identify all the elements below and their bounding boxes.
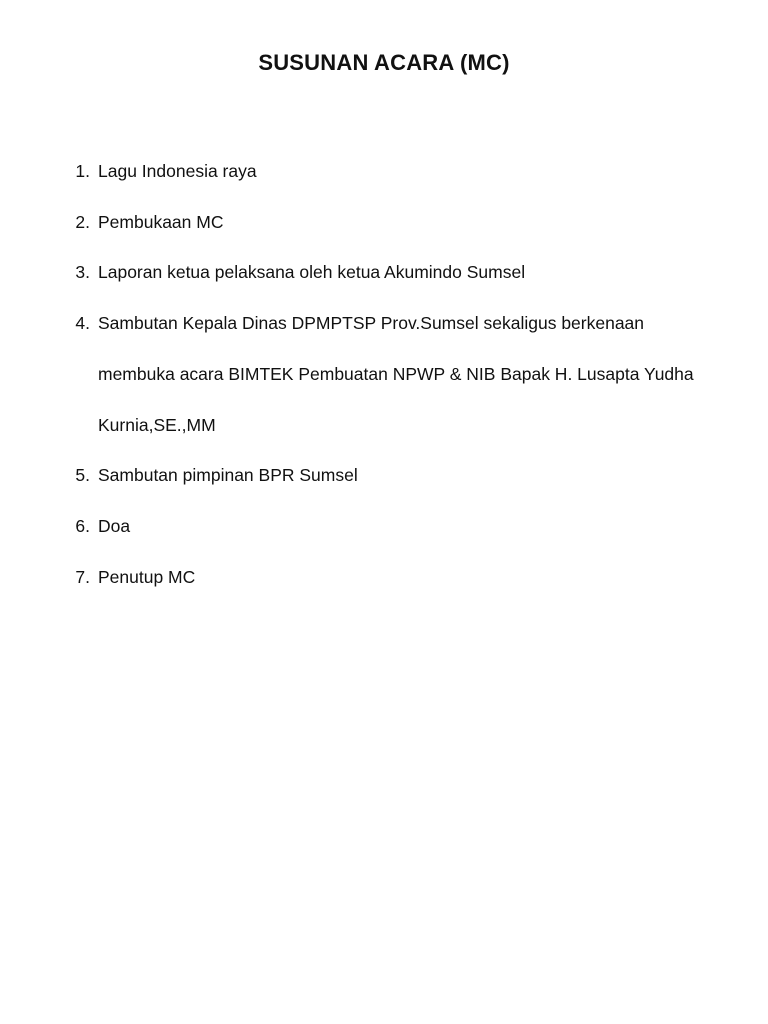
- document-title: SUSUNAN ACARA (MC): [258, 50, 510, 75]
- agenda-item-text: Pembukaan MC: [98, 211, 224, 232]
- agenda-item-text: Penutup MC: [98, 566, 196, 587]
- agenda-item: [64, 450, 724, 501]
- agenda-item-text: Sambutan Kepala Dinas DPMPTSP Prov.Sumsel sekaligus berkenaan membuka acara BIMTEK Pembuatan NPWP & NIB Bapak H. Lusapta Yudha Kurnia,SE.,MM: [98, 313, 694, 435]
- agenda-item: [64, 552, 724, 603]
- agenda-item-number: 6.: [75, 515, 90, 536]
- agenda-item-text: Lagu Indonesia raya: [98, 161, 257, 181]
- agenda-item: [64, 146, 724, 197]
- agenda-list: [64, 146, 724, 602]
- agenda-item-number: 4.: [75, 313, 90, 334]
- agenda-item-number: 3.: [75, 262, 90, 283]
- agenda-item-text: Doa: [98, 515, 131, 536]
- agenda-item: [64, 247, 724, 298]
- agenda-item: [64, 501, 724, 552]
- agenda-item-text: Sambutan pimpinan BPR Sumsel: [98, 465, 358, 486]
- agenda-item-number: 7.: [75, 566, 90, 587]
- agenda-item-number: 2.: [75, 211, 90, 232]
- agenda-item: [64, 197, 724, 248]
- agenda-item-number: 5.: [75, 465, 90, 486]
- agenda-item-text: Laporan ketua pelaksana oleh ketua Akumindo Sumsel: [98, 262, 526, 283]
- agenda-item-number: 1.: [75, 161, 90, 181]
- agenda-item: [64, 298, 724, 450]
